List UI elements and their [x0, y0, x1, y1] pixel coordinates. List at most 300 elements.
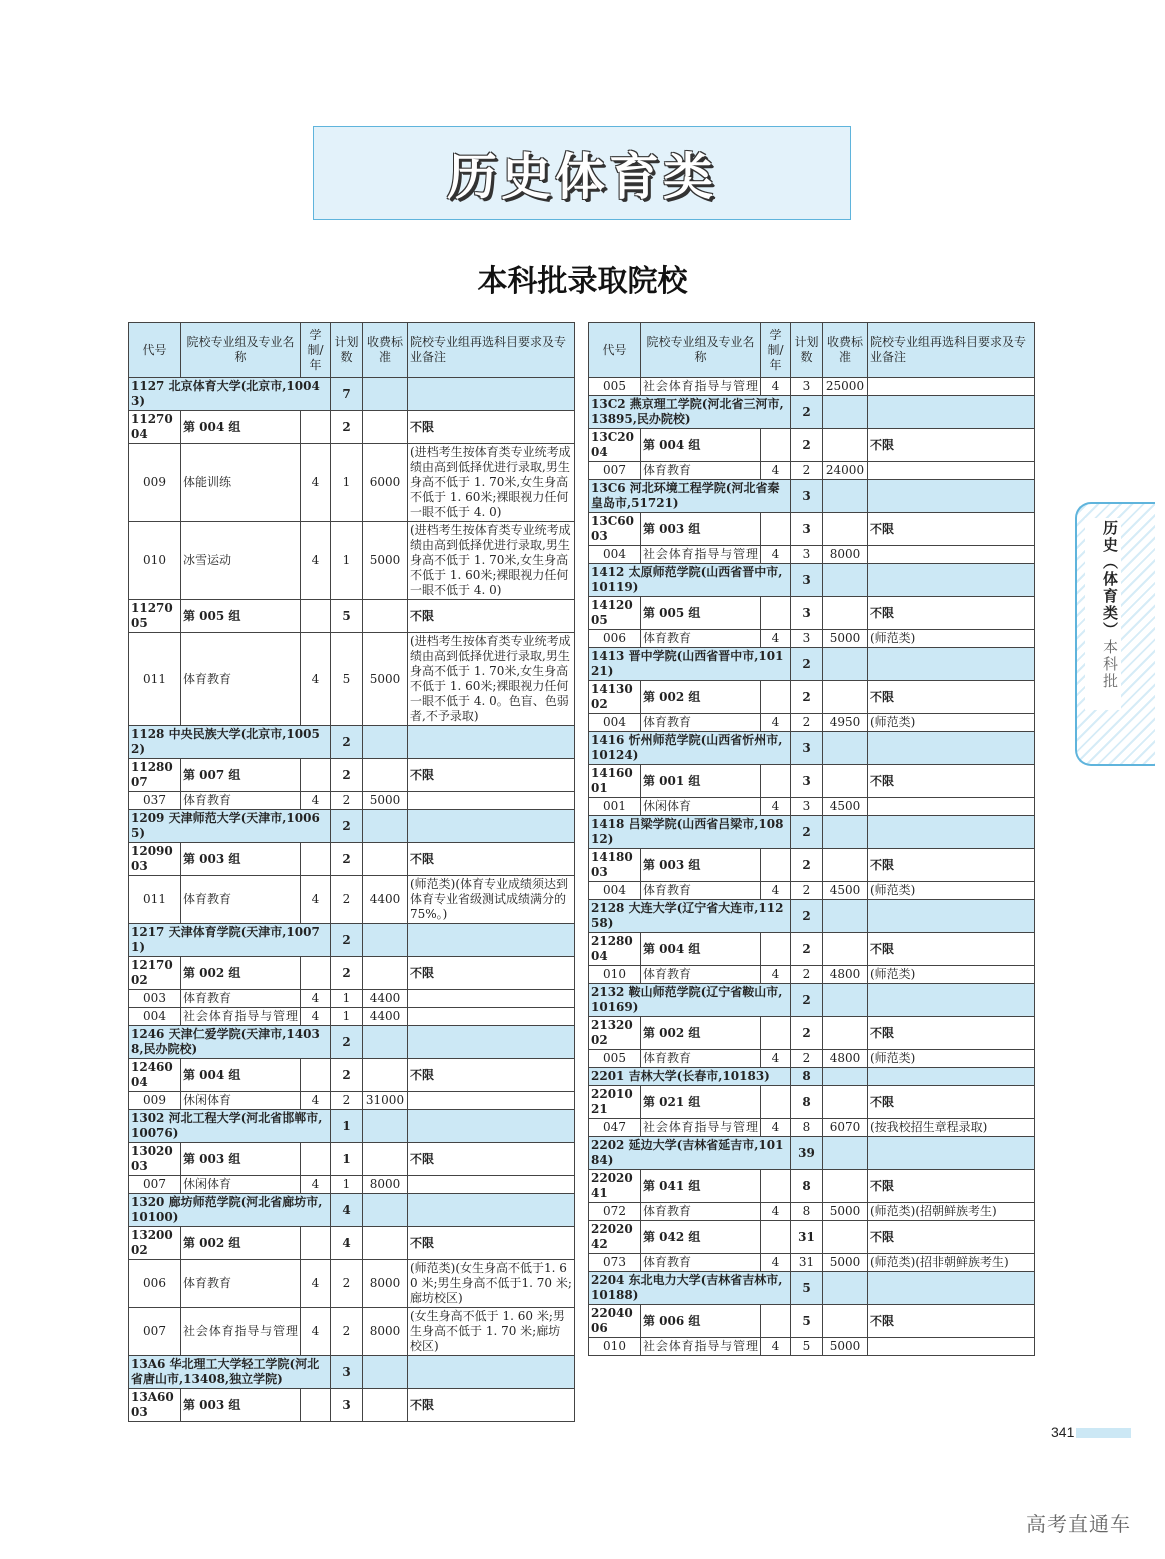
major-name-cell: 体育教育 [641, 462, 761, 480]
fee-cell [823, 513, 868, 546]
school-name-cell: 1302 河北工程大学(河北省邯郸市,10076) [129, 1110, 331, 1143]
header-code: 代号 [589, 323, 641, 378]
note-cell [868, 1338, 1035, 1356]
major-name-cell: 体育教育 [181, 792, 301, 810]
major-row [129, 1008, 575, 1026]
plan-cell: 8 [791, 1068, 823, 1086]
header-years: 学制/年 [301, 323, 331, 378]
major-code-cell: 009 [129, 444, 181, 522]
note-cell: 不限 [408, 957, 575, 990]
major-code-cell: 009 [129, 1092, 181, 1110]
group-code-cell: 1320002 [129, 1227, 181, 1260]
school-row [589, 1068, 1035, 1086]
watermark: 高考直通车 [1026, 1512, 1131, 1536]
group-code-cell: 1412005 [589, 597, 641, 630]
note-cell [868, 1272, 1035, 1305]
fee-cell: 4400 [363, 1008, 408, 1026]
major-code-cell: 010 [129, 522, 181, 600]
plan-cell: 2 [791, 462, 823, 480]
years-cell: 4 [761, 798, 791, 816]
group-code-cell: 2202041 [589, 1170, 641, 1203]
plan-cell: 3 [791, 798, 823, 816]
plan-cell: 2 [791, 648, 823, 681]
major-row [129, 1260, 575, 1308]
note-cell: 不限 [868, 1086, 1035, 1119]
plan-cell: 2 [791, 1017, 823, 1050]
major-code-cell: 007 [589, 462, 641, 480]
plan-cell: 3 [331, 1356, 363, 1389]
major-name-cell: 社会体育指导与管理 [641, 546, 761, 564]
fee-cell [823, 1221, 868, 1254]
plan-cell: 2 [331, 1059, 363, 1092]
note-cell: 不限 [868, 933, 1035, 966]
plan-cell: 3 [791, 546, 823, 564]
plan-cell: 1 [331, 990, 363, 1008]
major-row [589, 630, 1035, 648]
note-cell [408, 1008, 575, 1026]
fee-cell [823, 396, 868, 429]
group-row [129, 957, 575, 990]
note-cell: 不限 [408, 1389, 575, 1422]
plan-cell: 2 [791, 933, 823, 966]
plan-cell: 5 [791, 1272, 823, 1305]
fee-cell [823, 564, 868, 597]
note-cell: 不限 [868, 765, 1035, 798]
note-cell [408, 1356, 575, 1389]
group-row [589, 1017, 1035, 1050]
major-name-cell: 体育教育 [641, 1203, 761, 1221]
group-row [589, 849, 1035, 882]
school-row [589, 480, 1035, 513]
school-name-cell: 13C6 河北环境工程学院(河北省秦皇岛市,51721) [589, 480, 791, 513]
fee-cell: 31000 [363, 1092, 408, 1110]
group-name-cell: 第 002 组 [181, 1227, 301, 1260]
plan-cell: 2 [331, 1308, 363, 1356]
fee-cell [363, 1026, 408, 1059]
plan-cell: 2 [791, 849, 823, 882]
group-name-cell: 第 003 组 [641, 513, 761, 546]
header-fee: 收费标准 [363, 323, 408, 378]
school-name-cell: 1412 太原师范学院(山西省晋中市,10119) [589, 564, 791, 597]
note-cell [408, 1194, 575, 1227]
school-name-cell: 13C2 燕京理工学院(河北省三河市,13895,民办院校) [589, 396, 791, 429]
major-code-cell: 005 [589, 378, 641, 396]
plan-cell: 2 [331, 1260, 363, 1308]
group-code-cell: 1217002 [129, 957, 181, 990]
plan-cell: 2 [331, 957, 363, 990]
group-code-cell: 1246004 [129, 1059, 181, 1092]
header-code: 代号 [129, 323, 181, 378]
major-row [589, 798, 1035, 816]
fee-cell: 4800 [823, 966, 868, 984]
plan-cell: 7 [331, 378, 363, 411]
group-row [589, 681, 1035, 714]
group-name-cell: 第 002 组 [641, 681, 761, 714]
note-cell [408, 1026, 575, 1059]
plan-cell: 31 [791, 1254, 823, 1272]
fee-cell [363, 1389, 408, 1422]
fee-cell [823, 849, 868, 882]
group-row [589, 1221, 1035, 1254]
plan-cell: 3 [331, 1389, 363, 1422]
note-cell [408, 1110, 575, 1143]
fee-cell [363, 1110, 408, 1143]
fee-cell [823, 1170, 868, 1203]
fee-cell [363, 843, 408, 876]
major-name-cell: 体育教育 [641, 714, 761, 732]
major-name-cell: 体育教育 [181, 633, 301, 726]
header-years: 学制/年 [761, 323, 791, 378]
fee-cell [363, 1143, 408, 1176]
note-cell: (师范类)(招朝鲜族考生) [868, 1203, 1035, 1221]
note-cell [868, 1068, 1035, 1086]
years-cell [761, 1305, 791, 1338]
side-tab-batch: 本科批 [1101, 639, 1119, 690]
note-cell [868, 984, 1035, 1017]
fee-cell [363, 726, 408, 759]
plan-cell: 2 [791, 396, 823, 429]
group-row [129, 1143, 575, 1176]
years-cell [761, 849, 791, 882]
fee-cell [823, 1305, 868, 1338]
plan-cell: 1 [331, 1110, 363, 1143]
years-cell: 4 [761, 1338, 791, 1356]
note-cell [408, 810, 575, 843]
note-cell [868, 900, 1035, 933]
group-code-cell: 1418003 [589, 849, 641, 882]
fee-cell [823, 816, 868, 849]
note-cell [868, 648, 1035, 681]
fee-cell [823, 648, 868, 681]
major-row [589, 1338, 1035, 1356]
group-row [129, 1227, 575, 1260]
school-name-cell: 1416 忻州师范学院(山西省忻州市,10124) [589, 732, 791, 765]
group-code-cell: 2201021 [589, 1086, 641, 1119]
note-cell: 不限 [868, 1017, 1035, 1050]
plan-cell: 2 [791, 429, 823, 462]
group-row [129, 843, 575, 876]
side-tab-category: 历史（体育类） [1101, 520, 1119, 639]
school-row [589, 984, 1035, 1017]
group-name-cell: 第 001 组 [641, 765, 761, 798]
header-plan: 计划数 [331, 323, 363, 378]
page-number: 341 [1051, 1424, 1075, 1440]
note-cell: (女生身高不低于 1. 60 米;男生身高不低于 1. 70 米;廊坊校区) [408, 1308, 575, 1356]
note-cell: 不限 [868, 681, 1035, 714]
fee-cell [823, 597, 868, 630]
note-cell [868, 480, 1035, 513]
page-title: 历史体育类 [447, 148, 717, 206]
major-code-cell: 010 [589, 1338, 641, 1356]
header-name: 院校专业组及专业名称 [181, 323, 301, 378]
years-cell: 4 [761, 378, 791, 396]
years-cell [761, 1086, 791, 1119]
major-code-cell: 001 [589, 798, 641, 816]
plan-cell: 4 [331, 1227, 363, 1260]
years-cell: 4 [761, 1050, 791, 1068]
fee-cell: 5000 [363, 522, 408, 600]
plan-cell: 2 [331, 1026, 363, 1059]
note-cell: 不限 [408, 600, 575, 633]
note-cell [868, 378, 1035, 396]
fee-cell: 5000 [823, 1203, 868, 1221]
fee-cell: 5000 [823, 1254, 868, 1272]
school-name-cell: 1246 天津仁爱学院(天津市,14038,民办院校) [129, 1026, 331, 1059]
group-name-cell: 第 002 组 [181, 957, 301, 990]
group-code-cell: 2202042 [589, 1221, 641, 1254]
note-cell: (师范类)(体育专业成绩须达到体育专业省级测试成绩满分的 75%。) [408, 876, 575, 924]
fee-cell: 8000 [823, 546, 868, 564]
major-code-cell: 037 [129, 792, 181, 810]
years-cell: 4 [301, 1176, 331, 1194]
major-code-cell: 007 [129, 1308, 181, 1356]
fee-cell [823, 1068, 868, 1086]
fee-cell [363, 600, 408, 633]
years-cell [761, 1221, 791, 1254]
major-name-cell: 体育教育 [641, 966, 761, 984]
note-cell: 不限 [868, 849, 1035, 882]
group-name-cell: 第 005 组 [181, 600, 301, 633]
years-cell [761, 681, 791, 714]
major-code-cell: 004 [589, 546, 641, 564]
group-row [129, 600, 575, 633]
major-row [129, 1176, 575, 1194]
note-cell [868, 462, 1035, 480]
plan-cell: 3 [791, 513, 823, 546]
fee-cell [823, 1086, 868, 1119]
page-number-bar [1076, 1428, 1131, 1438]
school-name-cell: 2202 延边大学(吉林省延吉市,10184) [589, 1137, 791, 1170]
header-note: 院校专业组再选科目要求及专业备注 [408, 323, 575, 378]
group-row [129, 759, 575, 792]
major-row [129, 990, 575, 1008]
years-cell [301, 1059, 331, 1092]
major-name-cell: 体育教育 [181, 990, 301, 1008]
note-cell [408, 1176, 575, 1194]
major-row [589, 1203, 1035, 1221]
note-cell [408, 1092, 575, 1110]
fee-cell: 4800 [823, 1050, 868, 1068]
plan-cell: 4 [331, 1194, 363, 1227]
note-cell [868, 546, 1035, 564]
group-row [589, 513, 1035, 546]
major-row [589, 1050, 1035, 1068]
school-row [589, 1272, 1035, 1305]
major-code-cell: 006 [129, 1260, 181, 1308]
major-code-cell: 004 [129, 1008, 181, 1026]
fee-cell: 4400 [363, 990, 408, 1008]
fee-cell: 6000 [363, 444, 408, 522]
school-row [589, 732, 1035, 765]
major-code-cell: 003 [129, 990, 181, 1008]
group-row [589, 933, 1035, 966]
school-name-cell: 2204 东北电力大学(吉林省吉林市,10188) [589, 1272, 791, 1305]
major-name-cell: 社会体育指导与管理 [181, 1008, 301, 1026]
major-code-cell: 011 [129, 876, 181, 924]
note-cell: 不限 [408, 843, 575, 876]
group-row [129, 1389, 575, 1422]
fee-cell [363, 1356, 408, 1389]
plan-cell: 2 [791, 984, 823, 1017]
group-row [589, 765, 1035, 798]
plan-cell: 1 [331, 1143, 363, 1176]
plan-cell: 8 [791, 1119, 823, 1137]
group-name-cell: 第 006 组 [641, 1305, 761, 1338]
years-cell [761, 933, 791, 966]
years-cell [301, 759, 331, 792]
fee-cell: 4400 [363, 876, 408, 924]
major-row [589, 546, 1035, 564]
note-cell: (师范类)(招非朝鲜族考生) [868, 1254, 1035, 1272]
years-cell [301, 843, 331, 876]
plan-cell: 3 [791, 480, 823, 513]
page-title-box [313, 126, 851, 220]
fee-cell [823, 1017, 868, 1050]
header-note: 院校专业组再选科目要求及专业备注 [868, 323, 1035, 378]
note-cell: (进档考生按体育类专业统考成绩由高到低择优进行录取,男生身高不低于 1. 70米,女生身高不低于 1. 60米;裸眼视力任何一眼不低于 4. 0) [408, 522, 575, 600]
major-row [589, 1119, 1035, 1137]
years-cell: 4 [761, 714, 791, 732]
school-name-cell: 1418 吕梁学院(山西省吕梁市,10812) [589, 816, 791, 849]
header-name: 院校专业组及专业名称 [641, 323, 761, 378]
plan-cell: 2 [331, 792, 363, 810]
years-cell: 4 [761, 630, 791, 648]
years-cell [301, 1227, 331, 1260]
school-row [589, 816, 1035, 849]
group-code-cell: 13C2004 [589, 429, 641, 462]
major-row [589, 714, 1035, 732]
major-name-cell: 体育教育 [641, 1254, 761, 1272]
school-row [129, 810, 575, 843]
major-row [129, 1308, 575, 1356]
group-row [589, 1305, 1035, 1338]
major-row [129, 876, 575, 924]
major-name-cell: 休闲体育 [641, 798, 761, 816]
plan-cell: 8 [791, 1086, 823, 1119]
fee-cell: 5000 [363, 792, 408, 810]
group-code-cell: 2132002 [589, 1017, 641, 1050]
note-cell [408, 378, 575, 411]
note-cell: (进档考生按体育类专业统考成绩由高到低择优进行录取,男生身高不低于 1. 70米,女生身高不低于 1. 60米;裸眼视力任何一眼不低于 4. 0) [408, 444, 575, 522]
major-code-cell: 007 [129, 1176, 181, 1194]
note-cell: (按我校招生章程录取) [868, 1119, 1035, 1137]
group-row [129, 1059, 575, 1092]
school-name-cell: 1320 廊坊师范学院(河北省廊坊市,10100) [129, 1194, 331, 1227]
fee-cell [823, 984, 868, 1017]
plan-cell: 8 [791, 1170, 823, 1203]
group-name-cell: 第 021 组 [641, 1086, 761, 1119]
school-name-cell: 1217 天津体育学院(天津市,10071) [129, 924, 331, 957]
plan-cell: 2 [331, 876, 363, 924]
note-cell: 不限 [868, 1170, 1035, 1203]
major-name-cell: 体能训练 [181, 444, 301, 522]
school-name-cell: 1209 天津师范大学(天津市,10065) [129, 810, 331, 843]
years-cell: 4 [301, 1092, 331, 1110]
plan-cell: 2 [791, 816, 823, 849]
major-name-cell: 体育教育 [641, 882, 761, 900]
fee-cell [823, 732, 868, 765]
plan-cell: 5 [791, 1305, 823, 1338]
note-cell: (师范类) [868, 882, 1035, 900]
note-cell [868, 732, 1035, 765]
years-cell: 4 [301, 1008, 331, 1026]
major-row [129, 444, 575, 522]
fee-cell [363, 411, 408, 444]
major-code-cell: 047 [589, 1119, 641, 1137]
fee-cell: 4950 [823, 714, 868, 732]
group-code-cell: 13A6003 [129, 1389, 181, 1422]
group-name-cell: 第 003 组 [181, 843, 301, 876]
note-cell [868, 798, 1035, 816]
fee-cell: 4500 [823, 798, 868, 816]
note-cell [408, 792, 575, 810]
note-cell: 不限 [408, 759, 575, 792]
school-row [129, 1110, 575, 1143]
fee-cell [823, 480, 868, 513]
group-code-cell: 1128007 [129, 759, 181, 792]
group-row [589, 429, 1035, 462]
fee-cell: 4500 [823, 882, 868, 900]
plan-cell: 1 [331, 1176, 363, 1194]
group-code-cell: 13C6003 [589, 513, 641, 546]
fee-cell [823, 933, 868, 966]
years-cell: 4 [301, 990, 331, 1008]
note-cell: (师范类) [868, 714, 1035, 732]
fee-cell [363, 810, 408, 843]
side-tab [1075, 502, 1155, 766]
fee-cell [823, 900, 868, 933]
school-row [129, 1356, 575, 1389]
years-cell [301, 411, 331, 444]
group-code-cell: 2204006 [589, 1305, 641, 1338]
major-name-cell: 冰雪运动 [181, 522, 301, 600]
note-cell: 不限 [408, 1143, 575, 1176]
group-name-cell: 第 005 组 [641, 597, 761, 630]
major-row [129, 792, 575, 810]
note-cell: 不限 [868, 1221, 1035, 1254]
years-cell [761, 597, 791, 630]
years-cell: 4 [301, 876, 331, 924]
years-cell: 4 [301, 522, 331, 600]
school-row [129, 1194, 575, 1227]
section-subtitle: 本科批录取院校 [477, 264, 688, 299]
major-name-cell: 社会体育指导与管理 [181, 1308, 301, 1356]
admissions-table-right [588, 322, 1035, 1356]
years-cell: 4 [761, 1119, 791, 1137]
years-cell: 4 [761, 1203, 791, 1221]
plan-cell: 1 [331, 522, 363, 600]
note-cell: 不限 [868, 429, 1035, 462]
fee-cell: 8000 [363, 1260, 408, 1308]
major-name-cell: 社会体育指导与管理 [641, 1119, 761, 1137]
plan-cell: 2 [791, 882, 823, 900]
years-cell [761, 1017, 791, 1050]
group-row [589, 597, 1035, 630]
note-cell: 不限 [868, 597, 1035, 630]
plan-cell: 5 [791, 1338, 823, 1356]
fee-cell [823, 765, 868, 798]
group-name-cell: 第 002 组 [641, 1017, 761, 1050]
note-cell: (师范类) [868, 966, 1035, 984]
school-row [589, 564, 1035, 597]
years-cell: 4 [761, 462, 791, 480]
group-name-cell: 第 003 组 [181, 1143, 301, 1176]
plan-cell: 3 [791, 630, 823, 648]
school-name-cell: 1127 北京体育大学(北京市,10043) [129, 378, 331, 411]
note-cell [868, 396, 1035, 429]
plan-cell: 1 [331, 444, 363, 522]
years-cell [761, 429, 791, 462]
